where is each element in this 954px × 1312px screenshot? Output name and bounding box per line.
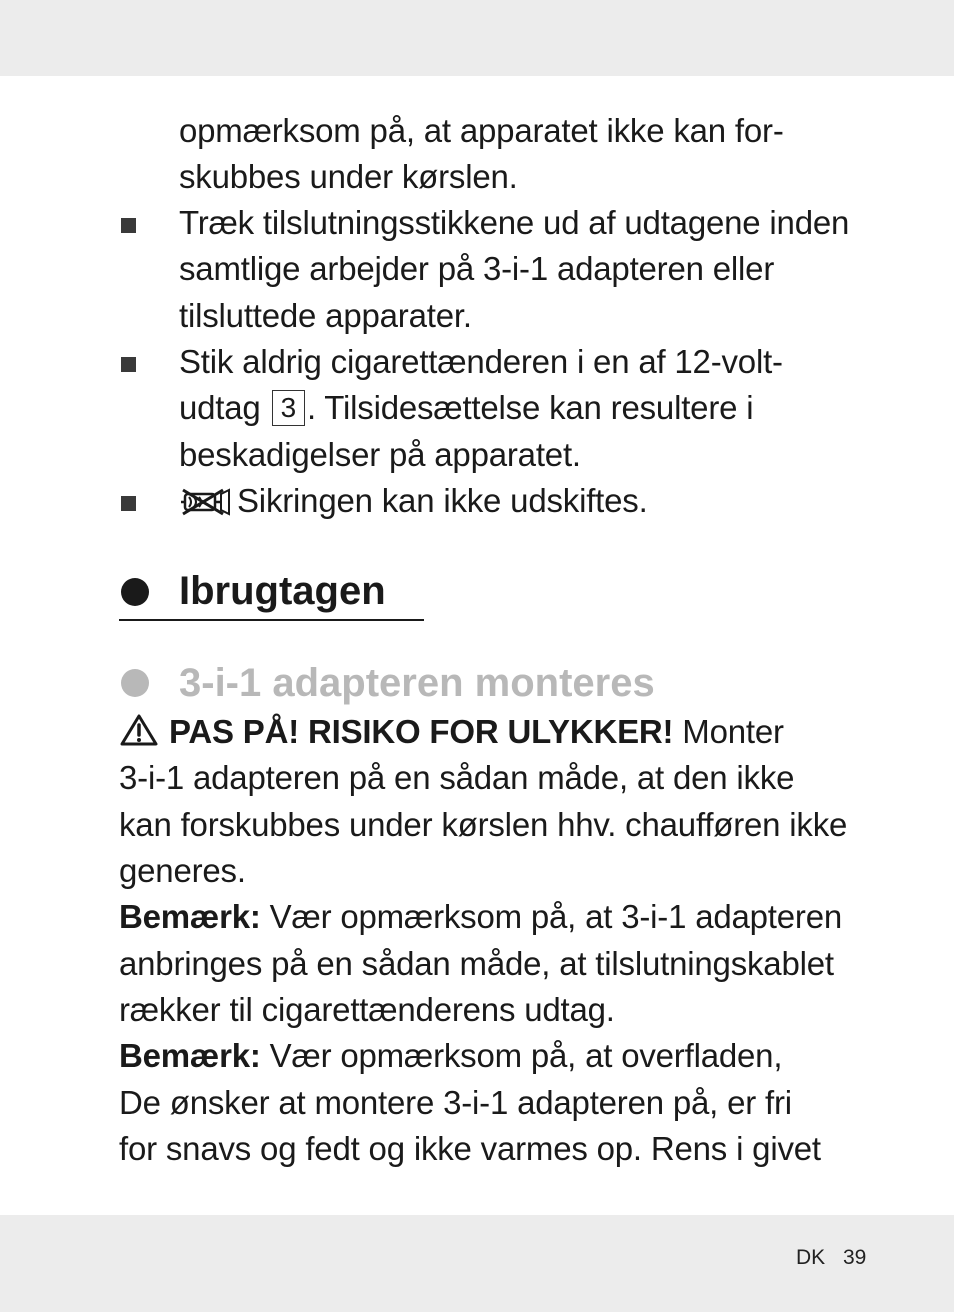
bullet3-line3: beskadigelser på apparatet. [179,436,581,473]
warning-label: PAS PÅ! RISIKO FOR ULYKKER! [169,713,674,750]
note1-line2: anbringes på en sådan måde, at tilslutningskablet [119,945,834,982]
warning-line4: generes. [119,852,246,889]
reference-number-box: 3 [272,390,305,426]
note1-line1-rest: Vær opmærksom på, at 3-i-1 adapteren [260,898,843,935]
warning-line2: 3-i-1 adapteren på en sådan måde, at den ikke [119,759,795,796]
top-band [0,0,954,76]
note2-line1 [119,1033,782,1079]
heading-dot-icon [121,578,149,606]
warning-line1-rest: Monter [673,713,784,750]
bullet2-line2: samtlige arbejder på 3-i-1 adapteren eller [179,250,775,287]
heading-underline [119,619,424,621]
footer-page-number: 39 [843,1246,867,1269]
bullet4-text: Sikringen kan ikke udskiftes. [237,482,648,519]
fuse-crossed-icon [179,486,231,518]
bullet2-line1: Træk tilslutningsstikkene ud af udtagene inden [179,204,850,241]
bullet3-line1: Stik aldrig cigarettænderen i en af 12-volt- [179,343,783,380]
footer-language: DK [796,1246,826,1269]
note2-line3: for snavs og fedt og ikke varmes op. Rens i givet [119,1130,821,1167]
square-bullet-icon [121,357,136,372]
bullet4-line [179,478,648,524]
square-bullet-icon [121,496,136,511]
bullet3-line2-post: . Tilsidesættelse kan resultere i [306,389,754,426]
bullet3-line2 [179,385,753,431]
note1-line1 [119,894,842,940]
note1-line3: rækker til cigarettænderens udtag. [119,991,615,1028]
subsection-heading: 3-i-1 adapteren monteres [179,661,655,705]
subheading-dot-icon [121,669,149,697]
note2-line1-rest: Vær opmærksom på, at overfladen, [260,1037,783,1074]
note1-label: Bemærk: [119,898,261,935]
bullet3-line2-pre: udtag [179,389,270,426]
note2-label: Bemærk: [119,1037,261,1074]
section-heading-ibrugtagen: Ibrugtagen [179,569,386,613]
bullet2-line3: tilsluttede apparater. [179,297,472,334]
square-bullet-icon [121,218,136,233]
bullet-cont-line2: skubbes under kørslen. [179,158,518,195]
warning-line3: kan forskubbes under kørslen hhv. chaufføren ikke [119,806,848,843]
warning-triangle-icon [119,713,159,747]
note2-line2: De ønsker at montere 3-i-1 adapteren på, er fri [119,1084,792,1121]
warning-line1 [119,709,784,755]
bullet-cont-line1: opmærksom på, at apparatet ikke kan for- [179,112,784,149]
